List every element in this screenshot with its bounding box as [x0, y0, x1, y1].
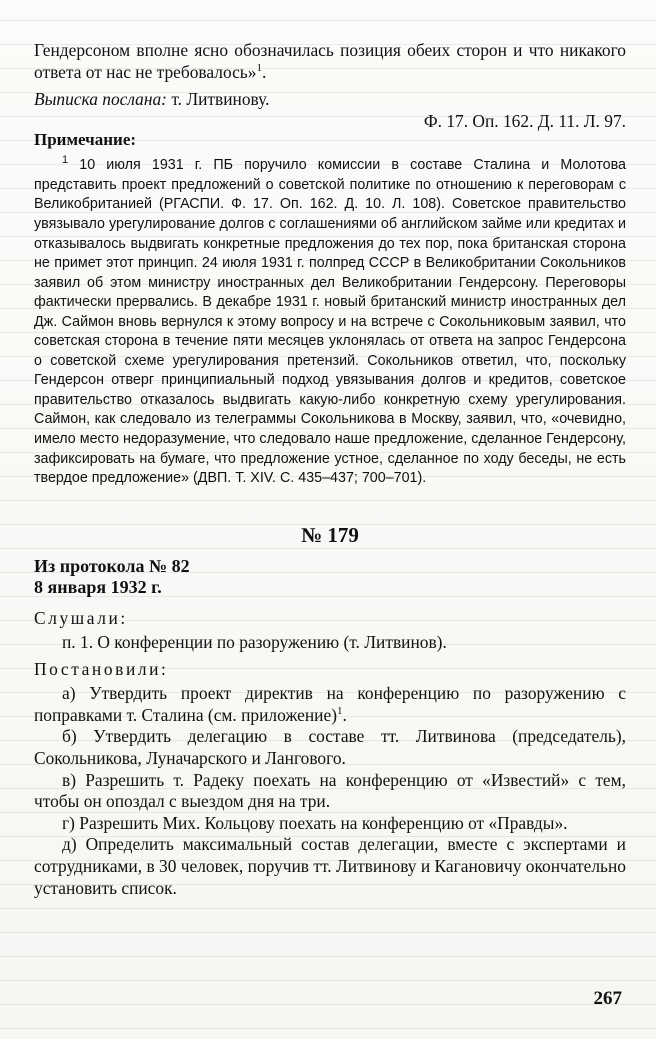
note-footnote-mark: 1	[62, 154, 69, 167]
document-number: № 179	[301, 522, 359, 547]
note-heading: Примечание:	[34, 130, 137, 150]
dispatch-value: т. Литвинову.	[171, 89, 270, 110]
decision-item-a-end: .	[342, 704, 347, 725]
top-paragraph-text: Гендерсоном вполне ясно обозначилась позиция обеих сторон и что никакого ответа от нас не требовалось»	[34, 40, 626, 82]
top-paragraph	[34, 40, 626, 83]
note-body: 10 июля 1931 г. ПБ поручило комиссии в составе Сталина и Молотова представить проект предложений о советской политике по отношению к переговорам с Великобританией (РГАСПИ. Ф. 17. Оп. 162. Д. 10. Л. 108). Советское правительство увязывало урегулирование долгов с соглашениями об английском займе или кредитах и отказывалось выдвигать конкретные предложения до тех пор, пока британская сторона не примет этот принцип. 24 июля 1931 г. полпред СССР в Великобритании Сокольников заявил об этом министру иностранных дел Великобритании Гендерсону. Переговоры фактически прервались. В декабре 1931 г. новый британский министр иностранных дел Дж. Саймон вновь вернулся к этому вопросу и на встрече с Сокольниковым заявил, что советская сторона в течение пяти месяцев уклонялась от ответа на запрос Гендерсона о советской схеме урегулирования претензий. Сокольников ответил, что, поскольку Гендерсон отверг принципиальный подход увязывания долгов и кредитов, советское правительство отказалось выдвигать какую-либо конкретную схему урегулирования. Саймон, как следовало из телеграммы Сокольникова в Москву, заявил, что, «очевидно, имело место недоразумение, что следовало наше предложение, сделанное Гендерсону, зафиксировать на бумаге, что предложение устное, сделанное по ходу беседы, не есть твердое предложение» (ДВП. Т. XIV. С. 435–437; 700–701).	[34, 157, 626, 487]
page-number: 267	[593, 988, 622, 1009]
footnote-ref-1: 1	[256, 61, 262, 74]
decision-item-a-text: а) Утвердить проект директив на конференцию по разоружению с поправками т. Сталина (см. приложение)	[34, 683, 626, 725]
decision-item-a	[34, 683, 626, 726]
protocol-line: Из протокола № 82	[34, 555, 190, 576]
heard-label: Слушали:	[34, 607, 128, 628]
protocol-date: 8 января 1932 г.	[34, 576, 162, 597]
top-paragraph-end: .	[261, 61, 267, 82]
page-content	[34, 40, 626, 899]
note-text	[34, 156, 626, 488]
dispatch-line	[34, 89, 626, 111]
archive-reference: Ф. 17. Оп. 162. Д. 11. Л. 97.	[423, 110, 626, 131]
decision-item-d: г) Разрешить Мих. Кольцову поехать на конференцию от «Правды».	[62, 812, 568, 833]
decision-item-a-footnote: 1	[337, 705, 343, 718]
heard-item: п. 1. О конференции по разоружению (т. Литвинов).	[62, 631, 447, 652]
decision-item-b: б) Утвердить делегацию в составе тт. Литвинова (председатель), Сокольникова, Луначарского и Лангового.	[34, 726, 626, 769]
decision-item-c: в) Разрешить т. Радеку поехать на конференцию от «Известий» с тем, чтобы он опоздал с выездом дня на три.	[34, 769, 626, 812]
decided-label: Постановили:	[34, 659, 169, 680]
decision-item-e: д) Определить максимальный состав делегации, вместе с экспертами и сотрудниками, в 30 человек, поручив тт. Литвинову и Кагановичу окончательно установить список.	[34, 834, 626, 898]
dispatch-label: Выписка послана:	[34, 89, 167, 110]
